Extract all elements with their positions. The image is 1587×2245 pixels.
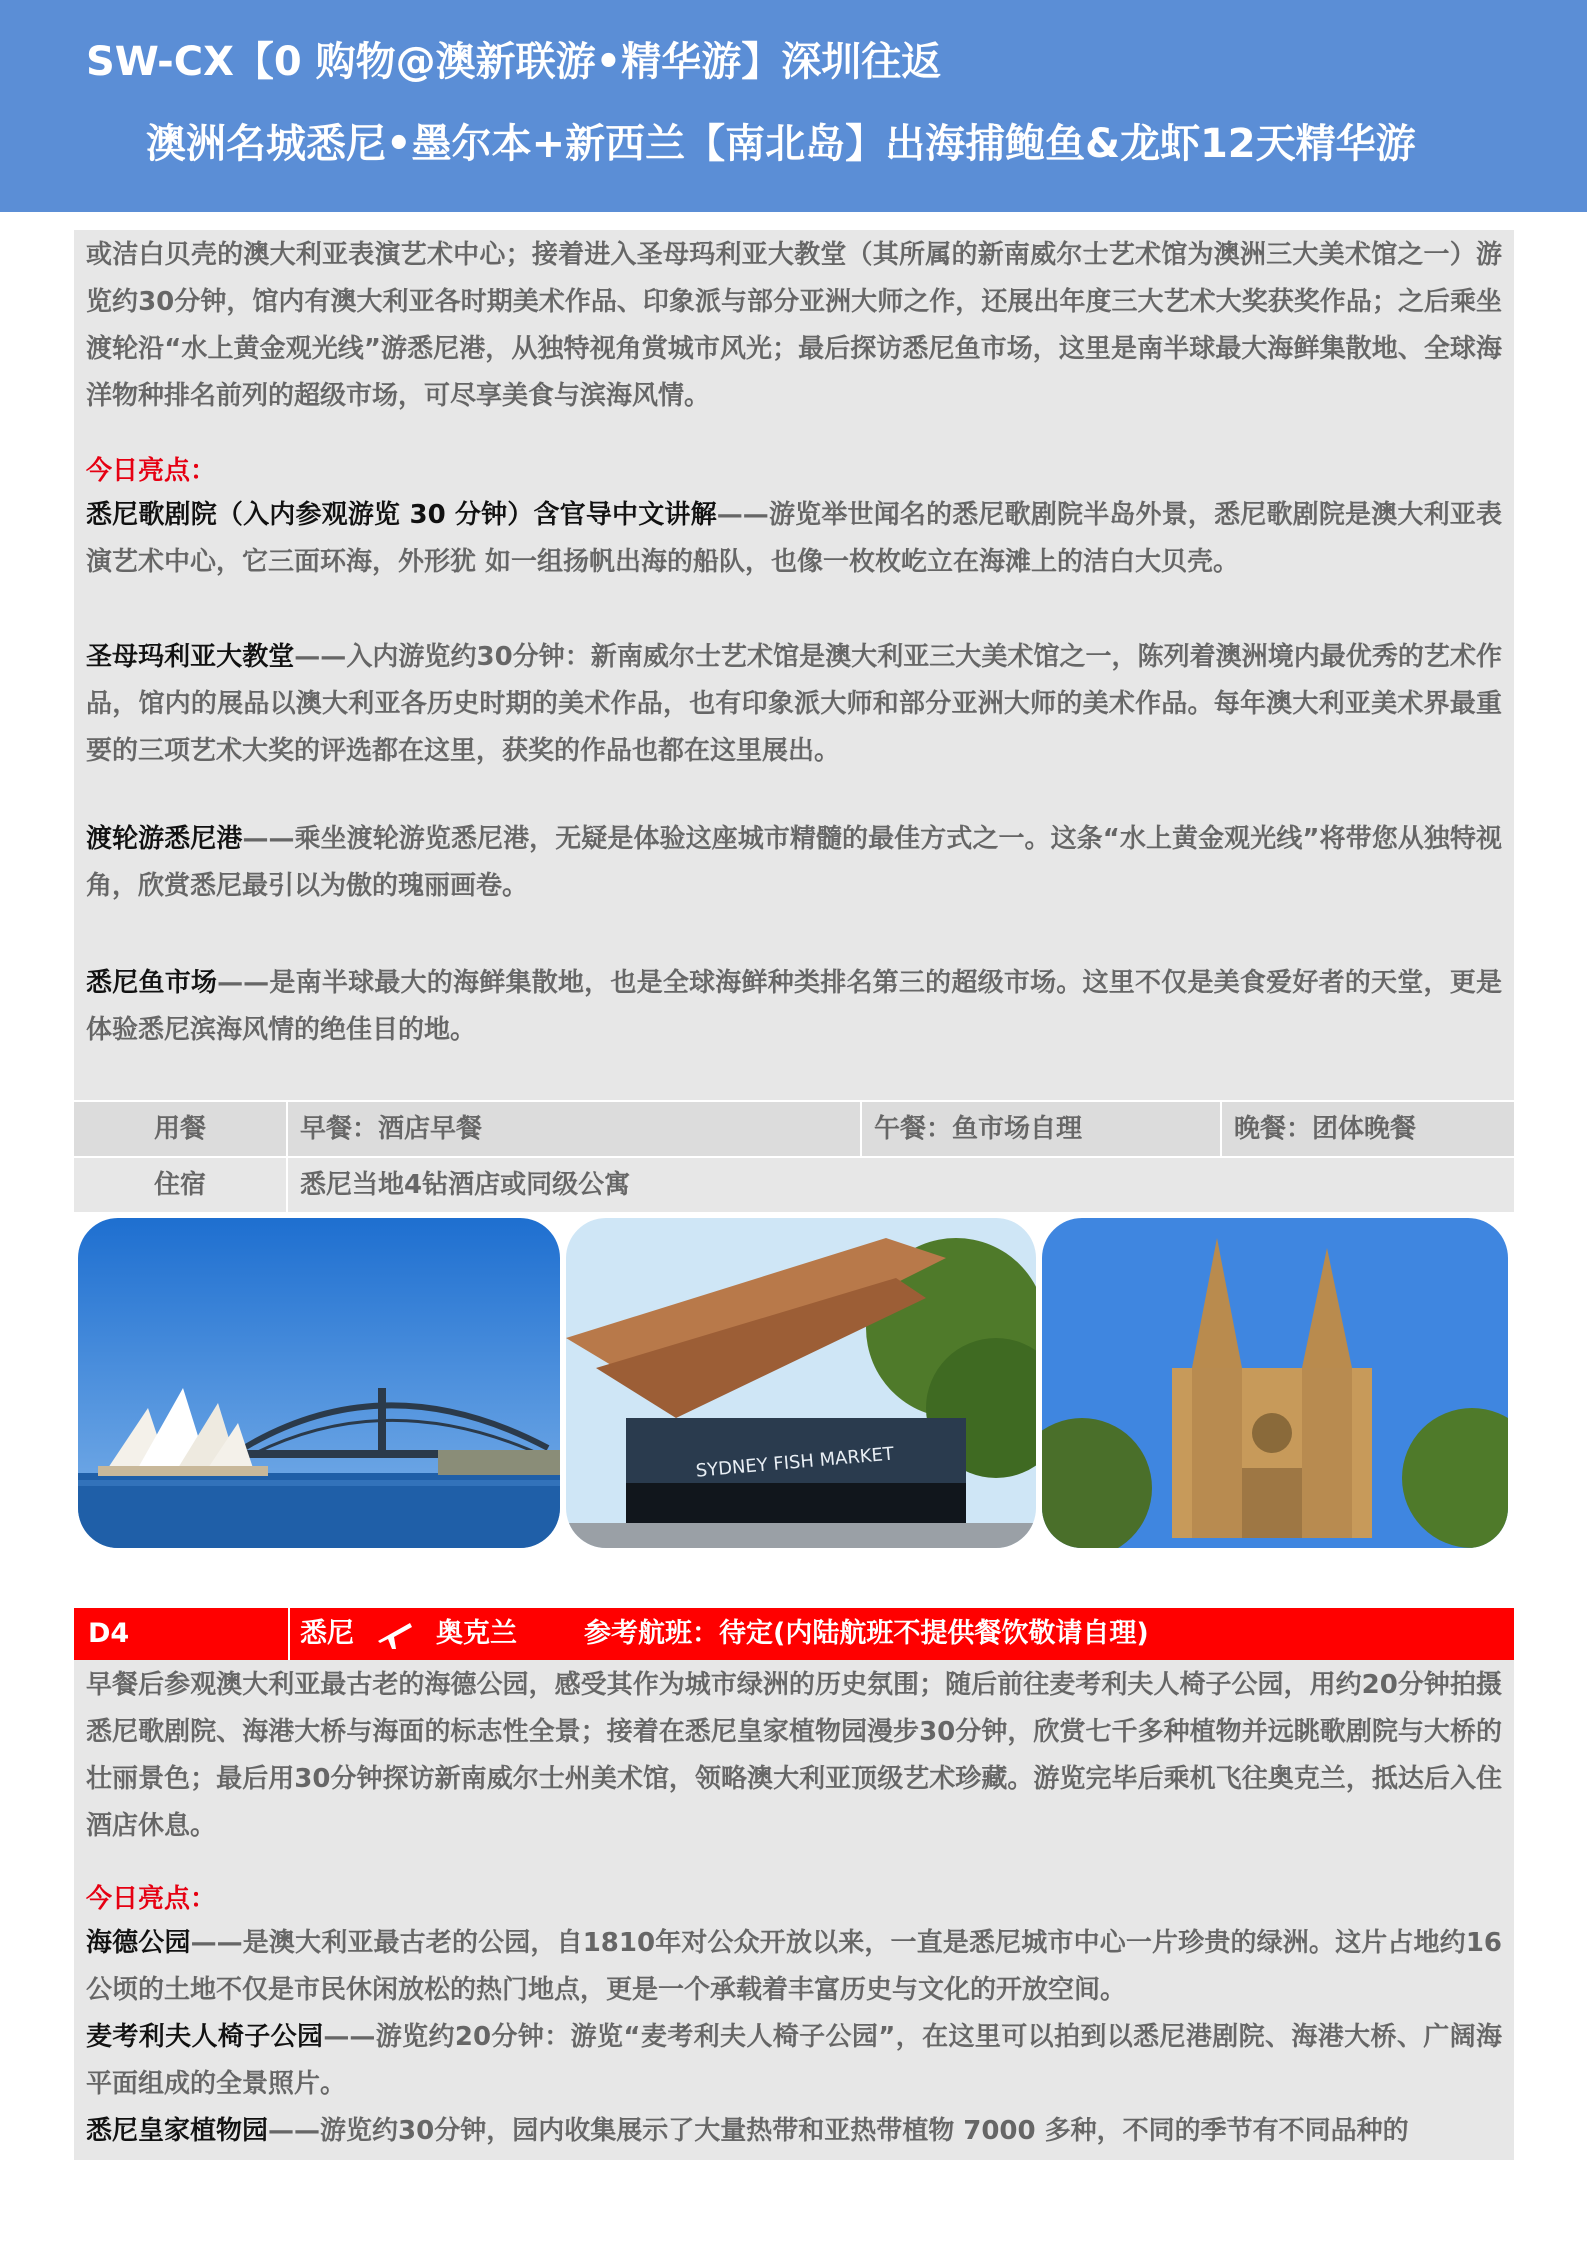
stay-row xyxy=(74,1158,1514,1212)
highlight-text: ——游览约30分钟，园内收集展示了大量热带和亚热带植物 7000 多种，不同的季节有不同品种的 xyxy=(268,2116,1409,2146)
highlight-text: ——游览举世闻名的悉尼歌剧院半岛外景，悉尼歌剧院是澳大利亚表演艺术中心，它三面环海，外形犹 如一组扬帆出海的船队，也像一枚枚屹立在海滩上的洁白大贝壳。 xyxy=(86,500,1502,577)
day-number: D4 xyxy=(88,1618,130,1649)
highlight-name: 圣母玛利亚大教堂 xyxy=(86,642,295,672)
day4-highlights-label: 今日亮点： xyxy=(86,1884,217,1914)
stay-value: 悉尼当地4钻酒店或同级公寓 xyxy=(300,1170,631,1200)
tour-name-title: 澳洲名城悉尼•墨尔本+新西兰【南北岛】出海捕鲍鱼&龙虾12天精华游 xyxy=(146,121,1416,167)
highlight-name: 悉尼皇家植物园 xyxy=(86,2116,269,2146)
arrival-city: 奥克兰 xyxy=(436,1618,517,1649)
highlight-name: 海德公园 xyxy=(86,1928,191,1958)
highlight-text: ——乘坐渡轮游览悉尼港，无疑是体验这座城市精髓的最佳方式之一。这条“水上黄金观光线”将带您从独特视角，欣赏悉尼最引以为傲的瑰丽画卷。 xyxy=(86,824,1502,901)
reference-flight: 参考航班：待定(内陆航班不提供餐饮敬请自理) xyxy=(584,1618,1149,1649)
highlight-name: 悉尼歌剧院（入内参观游览 30 分钟）含官导中文讲解 xyxy=(86,500,717,530)
day-divider xyxy=(288,1608,290,1660)
day3-highlights-label: 今日亮点： xyxy=(86,456,217,486)
meals-row xyxy=(74,1102,1514,1156)
highlight-item xyxy=(86,492,1502,586)
highlight-item xyxy=(86,634,1502,775)
day3-intro: 或洁白贝壳的澳大利亚表演艺术中心；接着进入圣母玛利亚大教堂（其所属的新南威尔士艺术馆为澳洲三大美术馆之一）游览约30分钟，馆内有澳大利亚各时期美术作品、印象派与部分亚洲大师之作，还展出年度三大艺术大奖获奖作品；之后乘坐渡轮沿“水上黄金观光线”游悉尼港，从独特视角赏城市风光；最后探访悉尼鱼市场，这里是南半球最大海鲜集散地、全球海洋物种排名前列的超级市场，可尽享美食与滨海风情。 xyxy=(86,240,1502,411)
highlight-item xyxy=(86,2014,1502,2108)
departure-city: 悉尼 xyxy=(300,1618,354,1649)
day4-header-row xyxy=(74,1608,1514,1660)
day4-intro: 早餐后参观澳大利亚最古老的海德公园，感受其作为城市绿洲的历史氛围；随后前往麦考利夫人椅子公园，用约20分钟拍摄悉尼歌剧院、海港大桥与海面的标志性全景；接着在悉尼皇家植物园漫步30分钟，欣赏七千多种植物并远眺歌剧院与大桥的壮丽景色；最后用30分钟探访新南威尔士州美术馆，领略澳大利亚顶级艺术珍藏。游览完毕后乘机飞往奥克兰，抵达后入住酒店休息。 xyxy=(86,1670,1502,1841)
st-marys-cathedral-photo xyxy=(1042,1218,1508,1548)
highlight-text: ——入内游览约30分钟：新南威尔士艺术馆是澳大利亚三大美术馆之一，陈列着澳洲境内最优秀的艺术作品，馆内的展品以澳大利亚各历史时期的美术作品，也有印象派大师和部分亚洲大师的美术作品。每年澳大利亚美术界最重要的三项艺术大奖的评选都在这里，获奖的作品也都在这里展出。 xyxy=(86,642,1502,766)
highlight-text: ——是澳大利亚最古老的公园，自1810年对公众开放以来，一直是悉尼城市中心一片珍贵的绿洲。这片占地约16公顷的土地不仅是市民休闲放松的热门地点，更是一个承载着丰富历史与文化的开放空间。 xyxy=(86,1928,1502,2005)
lunch-cell: 午餐：鱼市场自理 xyxy=(862,1102,1222,1156)
highlight-item xyxy=(86,2108,1502,2155)
day3-description-panel xyxy=(74,230,1514,1100)
highlight-name: 麦考利夫人椅子公园 xyxy=(86,2022,324,2052)
highlight-item xyxy=(86,816,1502,910)
highlight-item xyxy=(86,960,1502,1054)
sydney-fish-market-photo xyxy=(566,1218,1036,1548)
tour-code-title: SW-CX【0 购物@澳新联游•精华游】深圳往返 xyxy=(86,39,942,85)
highlight-item xyxy=(86,1920,1502,2014)
fish-market-sign: SYDNEY FISH MARKET xyxy=(694,1443,895,1482)
meals-label: 用餐 xyxy=(74,1102,288,1156)
breakfast-cell: 早餐：酒店早餐 xyxy=(288,1102,862,1156)
dinner-cell: 晚餐：团体晚餐 xyxy=(1234,1114,1417,1144)
highlight-name: 渡轮游悉尼港 xyxy=(86,824,243,854)
plane-icon xyxy=(374,1608,414,1660)
stay-label: 住宿 xyxy=(74,1158,288,1212)
highlight-name: 悉尼鱼市场 xyxy=(86,968,218,998)
highlight-text: ——游览约20分钟：游览“麦考利夫人椅子公园”，在这里可以拍到以悉尼港剧院、海港大桥、广阔海平面组成的全景照片。 xyxy=(86,2022,1502,2099)
highlight-text: ——是南半球最大的海鲜集散地，也是全球海鲜种类排名第三的超级市场。这里不仅是美食爱好者的天堂，更是体验悉尼滨海风情的绝佳目的地。 xyxy=(86,968,1502,1045)
page-header xyxy=(0,0,1587,212)
sydney-opera-house-photo xyxy=(78,1218,560,1548)
day4-description-panel xyxy=(74,1660,1514,2160)
